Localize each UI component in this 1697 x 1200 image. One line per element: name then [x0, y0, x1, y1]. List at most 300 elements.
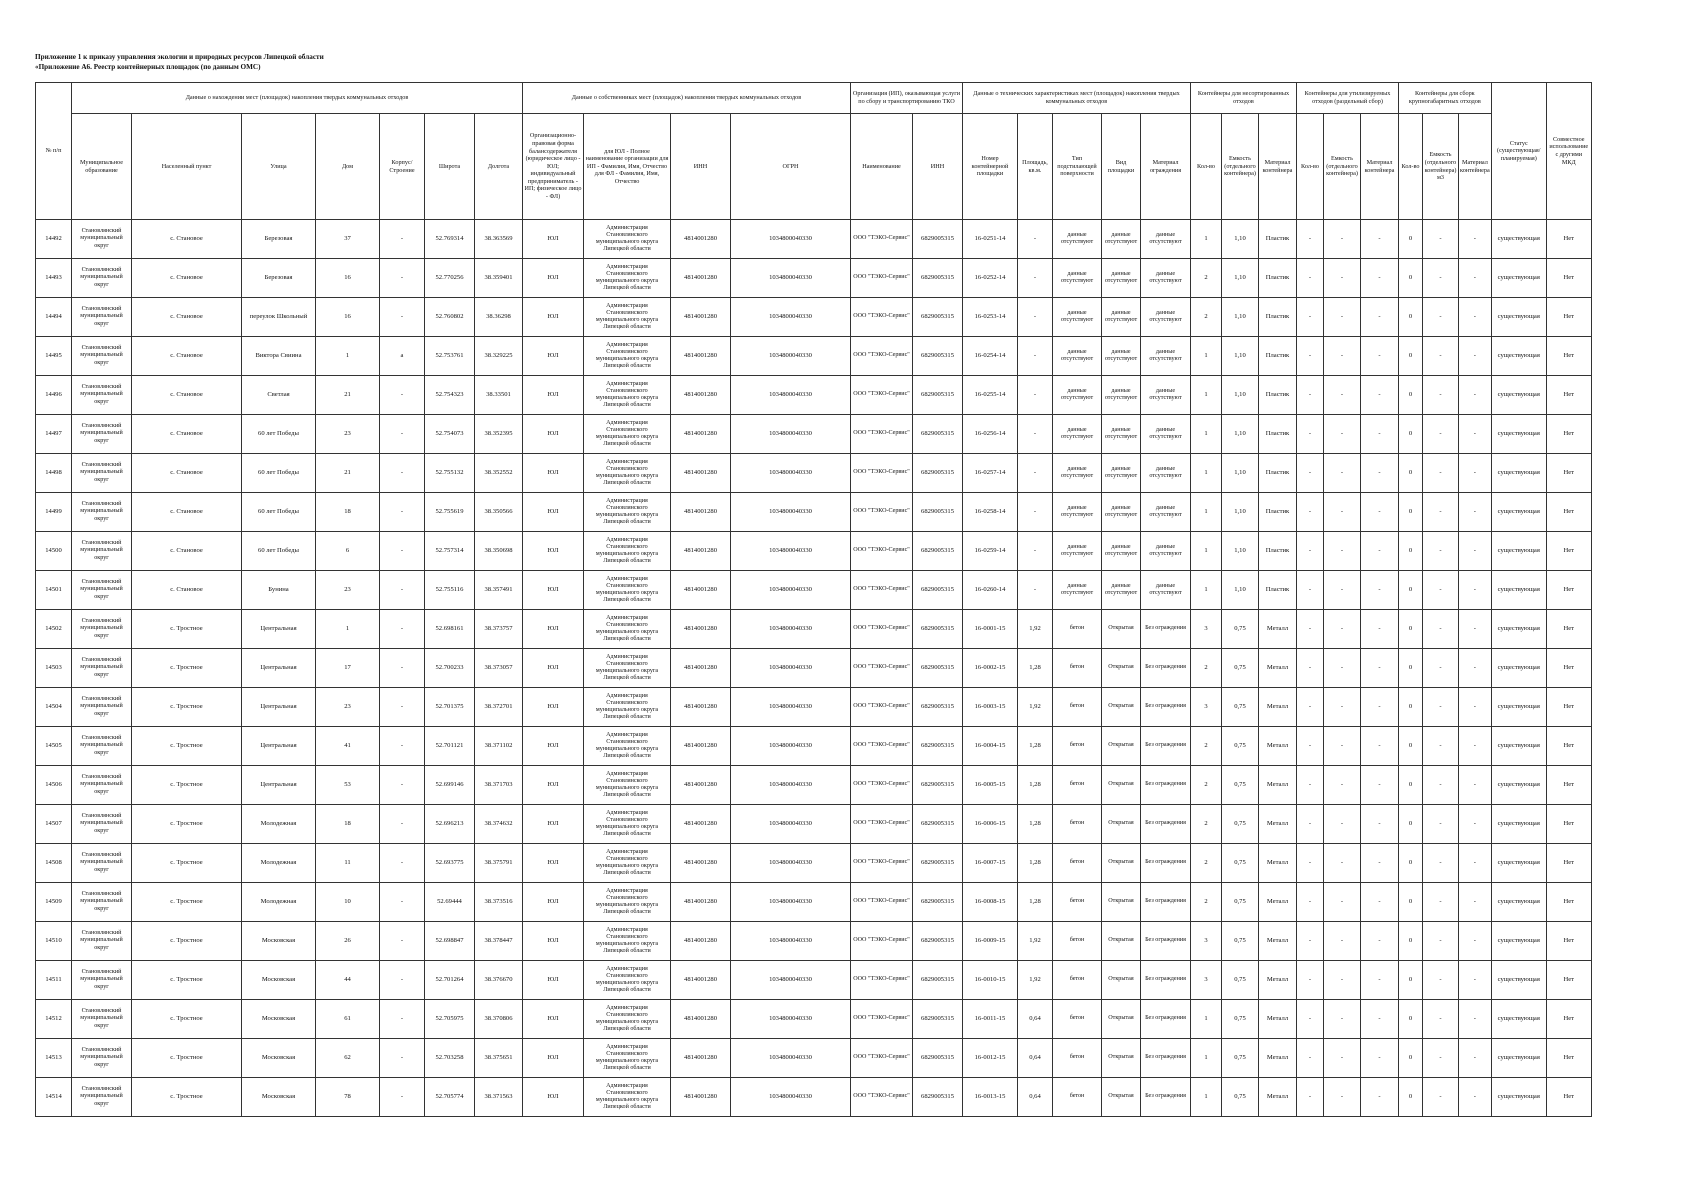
cell-row-number: 14499: [36, 493, 72, 532]
cell-owner-inn: 4814001280: [671, 298, 731, 337]
cell-site-type: данные отсутствуют: [1102, 454, 1141, 493]
cell-mixed-material: Металл: [1259, 610, 1297, 649]
col-municipality: Муниципальное образование: [72, 114, 132, 220]
cell-rec-volume: -: [1324, 571, 1361, 610]
cell-legal-form: ЮЛ: [523, 844, 584, 883]
cell-latitude: 52.755116: [425, 571, 475, 610]
cell-rec-volume: -: [1324, 220, 1361, 259]
cell-fence: Без ограждения: [1141, 1039, 1191, 1078]
cell-rec-material: -: [1361, 493, 1399, 532]
cell-owner-ogrn: 1034800040330: [731, 337, 851, 376]
cell-building: -: [380, 415, 425, 454]
cell-operator-inn: 6829005315: [913, 1000, 963, 1039]
col-mixed-qty: Кол-во: [1191, 114, 1222, 220]
cell-rec-volume: -: [1324, 376, 1361, 415]
cell-operator-inn: 6829005315: [913, 649, 963, 688]
cell-building: -: [380, 454, 425, 493]
cell-operator-name: ООО "ТЭКО-Сервис": [851, 922, 913, 961]
cell-owner-ogrn: 1034800040330: [731, 220, 851, 259]
cell-bulky-volume: -: [1423, 922, 1459, 961]
cell-mixed-material: Пластик: [1259, 532, 1297, 571]
cell-rec-material: -: [1361, 883, 1399, 922]
cell-owner-name: Администрация Становлянского муниципального округа Липецкой области: [584, 259, 671, 298]
cell-street: Бунина: [242, 571, 316, 610]
cell-operator-name: ООО "ТЭКО-Сервис": [851, 454, 913, 493]
cell-rec-qty: -: [1297, 766, 1324, 805]
cell-owner-ogrn: 1034800040330: [731, 415, 851, 454]
cell-longitude: 38.375791: [475, 844, 523, 883]
cell-municipality: Становлянский муниципальный округ: [72, 688, 132, 727]
cell-row-number: 14508: [36, 844, 72, 883]
cell-owner-name: Администрация Становлянского муниципального округа Липецкой области: [584, 727, 671, 766]
cell-owner-ogrn: 1034800040330: [731, 1039, 851, 1078]
cell-rec-qty: -: [1297, 1078, 1324, 1117]
cell-legal-form: ЮЛ: [523, 415, 584, 454]
cell-mixed-qty: 1: [1191, 1078, 1222, 1117]
cell-surface: данные отсутствуют: [1053, 220, 1102, 259]
cell-mixed-qty: 3: [1191, 610, 1222, 649]
cell-house: 41: [316, 727, 380, 766]
cell-area: 1,28: [1018, 649, 1053, 688]
cell-rec-qty: -: [1297, 532, 1324, 571]
cell-legal-form: ЮЛ: [523, 883, 584, 922]
header-group-owners: Данные о собственниках мест (площадок) накопления твердых коммунальных отходов: [523, 83, 851, 114]
cell-house: 21: [316, 376, 380, 415]
cell-operator-name: ООО "ТЭКО-Сервис": [851, 259, 913, 298]
cell-bulky-volume: -: [1423, 766, 1459, 805]
cell-fence: данные отсутствуют: [1141, 337, 1191, 376]
cell-bulky-volume: -: [1423, 961, 1459, 1000]
cell-site-type: Открытая: [1102, 805, 1141, 844]
cell-operator-inn: 6829005315: [913, 220, 963, 259]
table-row: [36, 415, 1592, 454]
cell-operator-inn: 6829005315: [913, 532, 963, 571]
cell-bulky-volume: -: [1423, 610, 1459, 649]
cell-fence: данные отсутствуют: [1141, 571, 1191, 610]
cell-rec-qty: -: [1297, 883, 1324, 922]
cell-rec-volume: -: [1324, 454, 1361, 493]
cell-mixed-qty: 2: [1191, 259, 1222, 298]
cell-operator-inn: 6829005315: [913, 376, 963, 415]
cell-owner-inn: 4814001280: [671, 610, 731, 649]
cell-owner-ogrn: 1034800040330: [731, 610, 851, 649]
col-street: Улица: [242, 114, 316, 220]
cell-bulky-material: -: [1459, 844, 1492, 883]
cell-owner-ogrn: 1034800040330: [731, 844, 851, 883]
cell-site-number: 16-0001-15: [963, 610, 1018, 649]
cell-bulky-volume: -: [1423, 337, 1459, 376]
cell-legal-form: ЮЛ: [523, 649, 584, 688]
cell-bulky-qty: 0: [1399, 1000, 1423, 1039]
cell-house: 16: [316, 259, 380, 298]
cell-latitude: 52.760802: [425, 298, 475, 337]
cell-owner-name: Администрация Становлянского муниципального округа Липецкой области: [584, 883, 671, 922]
cell-owner-ogrn: 1034800040330: [731, 298, 851, 337]
cell-legal-form: ЮЛ: [523, 922, 584, 961]
cell-mixed-qty: 1: [1191, 571, 1222, 610]
cell-operator-inn: 6829005315: [913, 688, 963, 727]
cell-site-type: Открытая: [1102, 1000, 1141, 1039]
cell-rec-volume: -: [1324, 805, 1361, 844]
cell-house: 61: [316, 1000, 380, 1039]
cell-owner-name: Администрация Становлянского муниципального округа Липецкой области: [584, 493, 671, 532]
cell-rec-material: -: [1361, 532, 1399, 571]
cell-mixed-volume: 0,75: [1222, 883, 1259, 922]
cell-legal-form: ЮЛ: [523, 298, 584, 337]
cell-rec-volume: -: [1324, 337, 1361, 376]
table-row: [36, 376, 1592, 415]
cell-bulky-material: -: [1459, 337, 1492, 376]
cell-operator-name: ООО "ТЭКО-Сервис": [851, 883, 913, 922]
table-row: [36, 532, 1592, 571]
cell-latitude: 52.701121: [425, 727, 475, 766]
table-row: [36, 961, 1592, 1000]
table-row: [36, 454, 1592, 493]
col-site-number: Номер контейнерной площадки: [963, 114, 1018, 220]
cell-settlement: с. Становое: [132, 259, 242, 298]
cell-row-number: 14510: [36, 922, 72, 961]
col-house: Дом: [316, 114, 380, 220]
cell-longitude: 38.371563: [475, 1078, 523, 1117]
cell-owner-inn: 4814001280: [671, 259, 731, 298]
col-bulky-material: Материал контейнера: [1459, 114, 1492, 220]
cell-legal-form: ЮЛ: [523, 1039, 584, 1078]
cell-longitude: 38.36298: [475, 298, 523, 337]
cell-operator-inn: 6829005315: [913, 766, 963, 805]
cell-area: 1,28: [1018, 766, 1053, 805]
col-mixed-volume: Емкость (отдельного контейнера): [1222, 114, 1259, 220]
cell-rec-qty: -: [1297, 961, 1324, 1000]
cell-area: 1,92: [1018, 688, 1053, 727]
cell-shared: Нет: [1546, 337, 1591, 376]
cell-rec-material: -: [1361, 649, 1399, 688]
cell-owner-name: Администрация Становлянского муниципального округа Липецкой области: [584, 298, 671, 337]
cell-mixed-material: Пластик: [1259, 376, 1297, 415]
cell-mixed-volume: 0,75: [1222, 649, 1259, 688]
cell-site-type: Открытая: [1102, 922, 1141, 961]
cell-mixed-volume: 0,75: [1222, 727, 1259, 766]
cell-site-type: данные отсутствуют: [1102, 376, 1141, 415]
cell-shared: Нет: [1546, 415, 1591, 454]
cell-owner-name: Администрация Становлянского муниципального округа Липецкой области: [584, 961, 671, 1000]
cell-owner-inn: 4814001280: [671, 493, 731, 532]
cell-owner-ogrn: 1034800040330: [731, 805, 851, 844]
cell-street: 60 лет Победы: [242, 454, 316, 493]
cell-settlement: с. Тростное: [132, 688, 242, 727]
cell-settlement: с. Становое: [132, 454, 242, 493]
cell-mixed-volume: 1,10: [1222, 220, 1259, 259]
cell-rec-material: -: [1361, 1078, 1399, 1117]
col-bulky-qty: Кол-во: [1399, 114, 1423, 220]
cell-owner-inn: 4814001280: [671, 571, 731, 610]
cell-status: существующая: [1491, 805, 1546, 844]
cell-row-number: 14500: [36, 532, 72, 571]
cell-municipality: Становлянский муниципальный округ: [72, 766, 132, 805]
col-operator-inn: ИНН: [913, 114, 963, 220]
cell-settlement: с. Становое: [132, 493, 242, 532]
cell-rec-material: -: [1361, 415, 1399, 454]
cell-operator-name: ООО "ТЭКО-Сервис": [851, 844, 913, 883]
cell-site-number: 16-0253-14: [963, 298, 1018, 337]
cell-rec-volume: -: [1324, 1000, 1361, 1039]
cell-site-number: 16-0252-14: [963, 259, 1018, 298]
cell-operator-inn: 6829005315: [913, 1039, 963, 1078]
cell-bulky-material: -: [1459, 415, 1492, 454]
cell-operator-inn: 6829005315: [913, 571, 963, 610]
cell-street: 60 лет Победы: [242, 532, 316, 571]
cell-settlement: с. Становое: [132, 376, 242, 415]
cell-site-type: Открытая: [1102, 883, 1141, 922]
cell-legal-form: ЮЛ: [523, 571, 584, 610]
cell-area: -: [1018, 454, 1053, 493]
col-mixed-material: Материал контейнера: [1259, 114, 1297, 220]
cell-building: -: [380, 805, 425, 844]
cell-latitude: 52.770256: [425, 259, 475, 298]
cell-site-number: 16-0011-15: [963, 1000, 1018, 1039]
cell-status: существующая: [1491, 493, 1546, 532]
cell-rec-qty: -: [1297, 298, 1324, 337]
cell-area: 1,92: [1018, 961, 1053, 1000]
cell-status: существующая: [1491, 1039, 1546, 1078]
cell-site-type: Открытая: [1102, 610, 1141, 649]
cell-site-number: 16-0255-14: [963, 376, 1018, 415]
cell-mixed-qty: 3: [1191, 922, 1222, 961]
cell-shared: Нет: [1546, 1000, 1591, 1039]
cell-bulky-material: -: [1459, 220, 1492, 259]
cell-settlement: с. Тростное: [132, 1078, 242, 1117]
cell-mixed-qty: 1: [1191, 1000, 1222, 1039]
cell-bulky-qty: 0: [1399, 220, 1423, 259]
cell-rec-qty: -: [1297, 805, 1324, 844]
col-surface: Тип подстилающей поверхности: [1053, 114, 1102, 220]
cell-bulky-qty: 0: [1399, 766, 1423, 805]
cell-bulky-qty: 0: [1399, 610, 1423, 649]
cell-owner-name: Администрация Становлянского муниципального округа Липецкой области: [584, 337, 671, 376]
cell-rec-qty: -: [1297, 1039, 1324, 1078]
cell-mixed-material: Металл: [1259, 805, 1297, 844]
table-row: [36, 1078, 1592, 1117]
cell-status: существующая: [1491, 649, 1546, 688]
cell-legal-form: ЮЛ: [523, 337, 584, 376]
cell-settlement: с. Тростное: [132, 805, 242, 844]
cell-building: -: [380, 220, 425, 259]
cell-mixed-volume: 0,75: [1222, 961, 1259, 1000]
header-group-tech: Данные о технических характеристиках мест (площадок) накопления твердых коммунальных отходов: [963, 83, 1191, 114]
cell-settlement: с. Тростное: [132, 1000, 242, 1039]
cell-house: 21: [316, 454, 380, 493]
cell-house: 53: [316, 766, 380, 805]
cell-building: -: [380, 610, 425, 649]
cell-site-type: Открытая: [1102, 688, 1141, 727]
cell-row-number: 14514: [36, 1078, 72, 1117]
cell-latitude: 52.754073: [425, 415, 475, 454]
cell-municipality: Становлянский муниципальный округ: [72, 493, 132, 532]
cell-latitude: 52.69444: [425, 883, 475, 922]
cell-latitude: 52.701375: [425, 688, 475, 727]
cell-mixed-qty: 1: [1191, 376, 1222, 415]
col-settlement: Населенный пункт: [132, 114, 242, 220]
cell-site-number: 16-0009-15: [963, 922, 1018, 961]
cell-building: -: [380, 688, 425, 727]
cell-house: 78: [316, 1078, 380, 1117]
cell-rec-volume: -: [1324, 610, 1361, 649]
cell-site-number: 16-0008-15: [963, 883, 1018, 922]
cell-site-type: данные отсутствуют: [1102, 532, 1141, 571]
cell-operator-name: ООО "ТЭКО-Сервис": [851, 1039, 913, 1078]
cell-rec-material: -: [1361, 805, 1399, 844]
cell-shared: Нет: [1546, 844, 1591, 883]
cell-latitude: 52.700233: [425, 649, 475, 688]
cell-legal-form: ЮЛ: [523, 532, 584, 571]
cell-status: существующая: [1491, 454, 1546, 493]
cell-status: существующая: [1491, 1078, 1546, 1117]
cell-longitude: 38.373516: [475, 883, 523, 922]
cell-surface: данные отсутствуют: [1053, 493, 1102, 532]
cell-owner-inn: 4814001280: [671, 688, 731, 727]
cell-surface: данные отсутствуют: [1053, 376, 1102, 415]
col-fence: Материал ограждения: [1141, 114, 1191, 220]
cell-settlement: с. Становое: [132, 571, 242, 610]
cell-operator-name: ООО "ТЭКО-Сервис": [851, 532, 913, 571]
cell-municipality: Становлянский муниципальный округ: [72, 415, 132, 454]
cell-settlement: с. Тростное: [132, 1039, 242, 1078]
cell-site-type: Открытая: [1102, 844, 1141, 883]
cell-owner-name: Администрация Становлянского муниципального округа Липецкой области: [584, 415, 671, 454]
cell-legal-form: ЮЛ: [523, 220, 584, 259]
cell-bulky-qty: 0: [1399, 922, 1423, 961]
cell-mixed-volume: 0,75: [1222, 688, 1259, 727]
col-latitude: Широта: [425, 114, 475, 220]
cell-bulky-material: -: [1459, 1000, 1492, 1039]
cell-mixed-qty: 2: [1191, 766, 1222, 805]
cell-operator-name: ООО "ТЭКО-Сервис": [851, 1000, 913, 1039]
cell-bulky-material: -: [1459, 1078, 1492, 1117]
cell-owner-inn: 4814001280: [671, 727, 731, 766]
cell-row-number: 14501: [36, 571, 72, 610]
cell-house: 11: [316, 844, 380, 883]
cell-site-number: 16-0005-15: [963, 766, 1018, 805]
cell-operator-name: ООО "ТЭКО-Сервис": [851, 766, 913, 805]
cell-house: 23: [316, 415, 380, 454]
cell-rec-qty: -: [1297, 337, 1324, 376]
cell-building: -: [380, 1000, 425, 1039]
cell-site-number: 16-0012-15: [963, 1039, 1018, 1078]
cell-longitude: 38.374632: [475, 805, 523, 844]
cell-longitude: 38.373057: [475, 649, 523, 688]
cell-house: 23: [316, 571, 380, 610]
header-group-location: Данные о нахождении мест (площадок) накопления твердых коммунальных отходов: [72, 83, 523, 114]
cell-fence: данные отсутствуют: [1141, 415, 1191, 454]
cell-area: 0,64: [1018, 1000, 1053, 1039]
cell-rec-volume: -: [1324, 922, 1361, 961]
cell-status: существующая: [1491, 337, 1546, 376]
cell-site-number: 16-0257-14: [963, 454, 1018, 493]
cell-operator-inn: 6829005315: [913, 298, 963, 337]
cell-fence: данные отсутствуют: [1141, 220, 1191, 259]
cell-bulky-qty: 0: [1399, 337, 1423, 376]
cell-owner-inn: 4814001280: [671, 454, 731, 493]
cell-operator-name: ООО "ТЭКО-Сервис": [851, 376, 913, 415]
cell-site-number: 16-0003-15: [963, 688, 1018, 727]
col-owner-inn: ИНН: [671, 114, 731, 220]
table-body: [36, 220, 1592, 1117]
cell-bulky-qty: 0: [1399, 493, 1423, 532]
header-status: Статус (существующая/ планируемая): [1491, 83, 1546, 220]
cell-bulky-material: -: [1459, 1039, 1492, 1078]
cell-legal-form: ЮЛ: [523, 259, 584, 298]
cell-site-type: Открытая: [1102, 727, 1141, 766]
cell-fence: данные отсутствуют: [1141, 454, 1191, 493]
cell-mixed-volume: 0,75: [1222, 844, 1259, 883]
cell-mixed-volume: 0,75: [1222, 1039, 1259, 1078]
cell-rec-qty: -: [1297, 727, 1324, 766]
cell-settlement: с. Тростное: [132, 649, 242, 688]
cell-settlement: с. Становое: [132, 298, 242, 337]
cell-bulky-qty: 0: [1399, 298, 1423, 337]
table-row: [36, 727, 1592, 766]
cell-area: -: [1018, 571, 1053, 610]
cell-operator-inn: 6829005315: [913, 844, 963, 883]
caption-line-1: Приложение 1 к приказу управления экологии и природных ресурсов Липецкой области: [35, 53, 324, 61]
cell-rec-qty: -: [1297, 415, 1324, 454]
cell-owner-ogrn: 1034800040330: [731, 922, 851, 961]
col-area: Площадь, кв.м.: [1018, 114, 1053, 220]
cell-operator-inn: 6829005315: [913, 922, 963, 961]
col-bulky-volume: Емкость (отдельного контейнера) м3: [1423, 114, 1459, 220]
cell-surface: данные отсутствуют: [1053, 454, 1102, 493]
cell-building: -: [380, 532, 425, 571]
cell-owner-inn: 4814001280: [671, 1000, 731, 1039]
cell-house: 16: [316, 298, 380, 337]
cell-mixed-qty: 3: [1191, 961, 1222, 1000]
cell-fence: Без ограждения: [1141, 922, 1191, 961]
cell-bulky-material: -: [1459, 259, 1492, 298]
cell-settlement: с. Тростное: [132, 610, 242, 649]
cell-longitude: 38.359401: [475, 259, 523, 298]
cell-operator-inn: 6829005315: [913, 493, 963, 532]
cell-bulky-material: -: [1459, 805, 1492, 844]
table-row: [36, 688, 1592, 727]
cell-site-number: 16-0007-15: [963, 844, 1018, 883]
cell-status: существующая: [1491, 883, 1546, 922]
cell-status: существующая: [1491, 571, 1546, 610]
cell-area: 0,64: [1018, 1039, 1053, 1078]
cell-settlement: с. Тростное: [132, 727, 242, 766]
cell-site-number: 16-0260-14: [963, 571, 1018, 610]
cell-fence: Без ограждения: [1141, 649, 1191, 688]
cell-building: -: [380, 493, 425, 532]
cell-area: 1,28: [1018, 883, 1053, 922]
cell-shared: Нет: [1546, 1039, 1591, 1078]
cell-building: -: [380, 1078, 425, 1117]
cell-bulky-volume: -: [1423, 415, 1459, 454]
container-sites-registry-table: [35, 82, 1592, 1117]
cell-fence: Без ограждения: [1141, 688, 1191, 727]
cell-latitude: 52.705975: [425, 1000, 475, 1039]
cell-owner-inn: 4814001280: [671, 649, 731, 688]
cell-surface: данные отсутствуют: [1053, 259, 1102, 298]
cell-mixed-material: Пластик: [1259, 493, 1297, 532]
cell-bulky-qty: 0: [1399, 454, 1423, 493]
cell-mixed-material: Металл: [1259, 727, 1297, 766]
cell-fence: Без ограждения: [1141, 727, 1191, 766]
cell-fence: Без ограждения: [1141, 883, 1191, 922]
cell-street: Молодежная: [242, 805, 316, 844]
cell-rec-material: -: [1361, 220, 1399, 259]
cell-status: существующая: [1491, 727, 1546, 766]
cell-municipality: Становлянский муниципальный округ: [72, 1039, 132, 1078]
cell-building: -: [380, 961, 425, 1000]
